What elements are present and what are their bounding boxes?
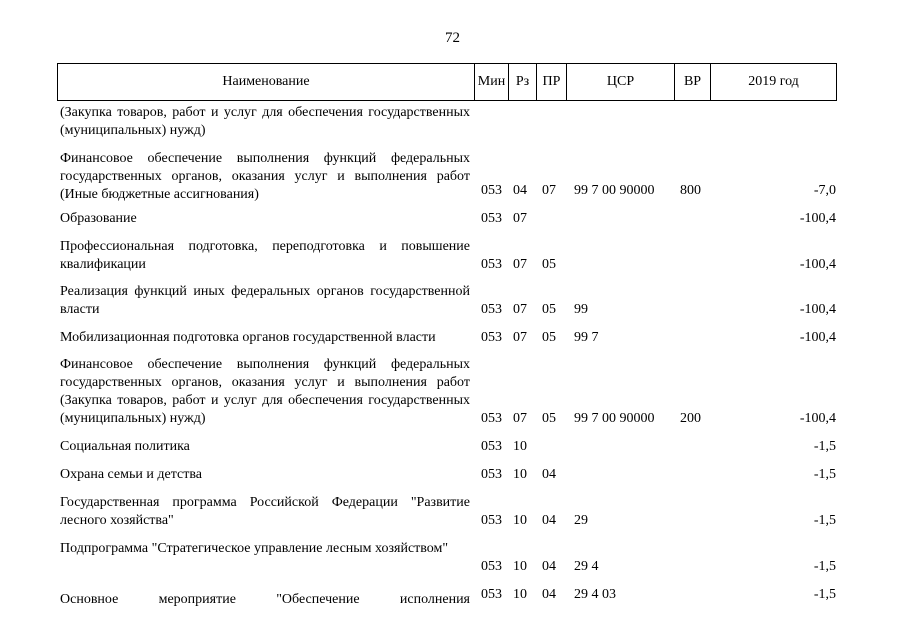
- row-name: (Закупка товаров, работ и услуг для обеспечения государственных (муниципальных) нужд): [60, 105, 470, 138]
- row-rz: 10: [513, 513, 527, 528]
- row-vr: 800: [680, 183, 701, 198]
- row-value: -7,0: [813, 183, 836, 198]
- row-value: -100,4: [799, 302, 836, 317]
- row-min: 053: [481, 439, 502, 454]
- page-number: 72: [445, 30, 460, 46]
- row-name: Социальная политика: [60, 439, 190, 454]
- row-value: -1,5: [813, 559, 836, 574]
- row-csr: 29 4 03: [574, 587, 616, 602]
- row-rz: 07: [513, 257, 527, 272]
- row-name: Подпрограмма "Стратегическое управление лесным хозяйством": [60, 541, 449, 556]
- row-rz: 07: [513, 302, 527, 317]
- header-csr: ЦСР: [567, 63, 675, 101]
- row-min: 053: [481, 411, 502, 426]
- row-pr: 04: [542, 559, 556, 574]
- row-pr: 05: [542, 330, 556, 345]
- header-pr: ПР: [537, 63, 567, 101]
- row-min: 053: [481, 211, 502, 226]
- row-name: Мобилизационная подготовка органов государственной власти: [60, 330, 436, 345]
- row-csr: 99 7: [574, 330, 599, 345]
- row-min: 053: [481, 559, 502, 574]
- row-value: -100,4: [799, 411, 836, 426]
- row-name: Финансовое обеспечение выполнения функций федеральных государственных органов, оказания услуг и выполнения работ (Закупка товаров, работ и услуг для обеспечения государственных (муниципальных) нужд): [60, 357, 470, 426]
- row-min: 053: [481, 587, 502, 602]
- row-rz: 07: [513, 330, 527, 345]
- header-year: 2019 год: [711, 63, 837, 101]
- row-min: 053: [481, 257, 502, 272]
- row-min: 053: [481, 183, 502, 198]
- row-rz: 07: [513, 411, 527, 426]
- row-csr: 29: [574, 513, 588, 528]
- row-csr: 99 7 00 90000: [574, 411, 655, 426]
- row-value: -100,4: [799, 211, 836, 226]
- row-pr: 04: [542, 467, 556, 482]
- row-pr: 05: [542, 257, 556, 272]
- row-rz: 10: [513, 439, 527, 454]
- header-rz: Рз: [509, 63, 537, 101]
- row-csr: 99 7 00 90000: [574, 183, 655, 198]
- row-rz: 04: [513, 183, 527, 198]
- row-pr: 04: [542, 587, 556, 602]
- header-name: Наименование: [57, 63, 475, 101]
- row-min: 053: [481, 513, 502, 528]
- row-min: 053: [481, 302, 502, 317]
- row-csr: 99: [574, 302, 588, 317]
- header-min: Мин: [475, 63, 509, 101]
- row-rz: 07: [513, 211, 527, 226]
- row-rz: 10: [513, 559, 527, 574]
- row-value: -100,4: [799, 330, 836, 345]
- row-value: -1,5: [813, 439, 836, 454]
- row-name: Основное мероприятие "Обеспечение исполнения: [60, 592, 470, 607]
- row-name: Охрана семьи и детства: [60, 467, 202, 482]
- row-pr: 05: [542, 302, 556, 317]
- row-min: 053: [481, 330, 502, 345]
- row-name: Финансовое обеспечение выполнения функций федеральных государственных органов, оказания услуг и выполнения работ (Иные бюджетные ассигнования): [60, 151, 470, 202]
- row-pr: 07: [542, 183, 556, 198]
- row-rz: 10: [513, 587, 527, 602]
- row-name: Государственная программа Российской Федерации "Развитие лесного хозяйства": [60, 495, 470, 528]
- row-name: Образование: [60, 211, 137, 226]
- row-value: -1,5: [813, 467, 836, 482]
- row-pr: 05: [542, 411, 556, 426]
- row-rz: 10: [513, 467, 527, 482]
- row-value: -1,5: [813, 513, 836, 528]
- row-pr: 04: [542, 513, 556, 528]
- header-vr: ВР: [675, 63, 711, 101]
- row-name: Профессиональная подготовка, переподготовка и повышение квалификации: [60, 239, 470, 272]
- row-vr: 200: [680, 411, 701, 426]
- row-value: -100,4: [799, 257, 836, 272]
- row-value: -1,5: [813, 587, 836, 602]
- row-name: Реализация функций иных федеральных органов государственной власти: [60, 284, 470, 317]
- row-csr: 29 4: [574, 559, 599, 574]
- row-min: 053: [481, 467, 502, 482]
